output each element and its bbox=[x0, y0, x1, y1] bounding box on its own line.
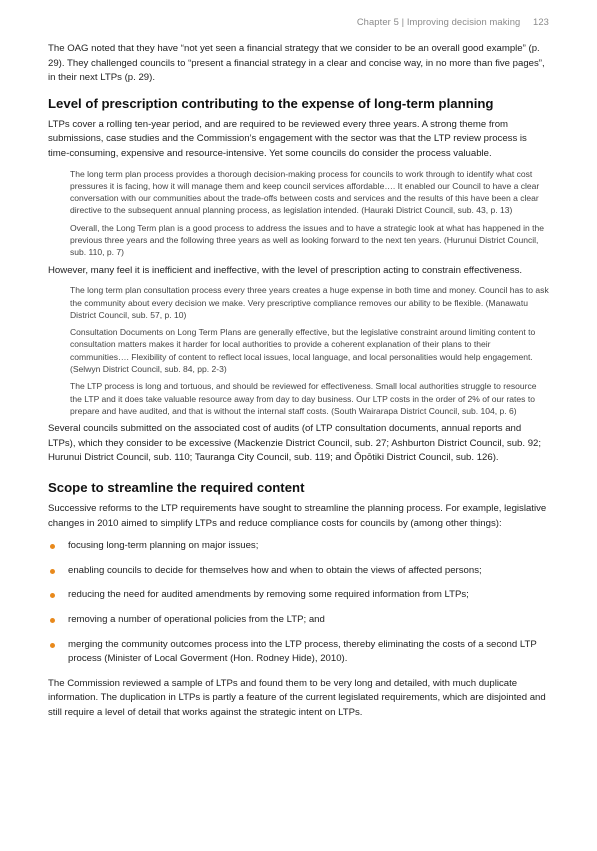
block-quote: The LTP process is long and tortuous, and should be reviewed for effectiveness. Small local authorities struggle to resource the LTP and it does take valuable resource away from day to day business. Our LTP costs in the order of 2% of our rates to prepare and have audited, and that is without the internal staff costs. (South Wairarapa District Council, sub. 104, p. 6) bbox=[70, 381, 537, 416]
list-item bbox=[48, 539, 549, 554]
list-item-text: enabling councils to decide for themselves how and when to obtain the views of affected persons; bbox=[68, 564, 482, 576]
bullet-dot-icon bbox=[50, 593, 55, 598]
chapter-title: Chapter 5 | Improving decision making bbox=[356, 16, 521, 27]
paragraph: Several councils submitted on the associated cost of audits (of LTP consultation documents, annual reports and LTPs), which they consider to be excessive (Mackenzie District Council, sub. 27; Ashburton District Council, sub. 92; Hurunui District Council, sub. 110; Tauranga City Council, sub. 119; and Ōpōtiki District Council, sub. 126). bbox=[48, 423, 542, 464]
block-quote: Overall, the Long Term plan is a good process to address the issues and to have a strategic look at what has happened in the previous three years and the following three years as well as looking forward to the next ten years. (Hurunui District Council, sub. 110, p. 7) bbox=[70, 222, 545, 258]
bullet-dot-icon bbox=[50, 569, 55, 574]
paragraph: Successive reforms to the LTP requirements have sought to streamline the planning process. For example, legislative changes in 2010 aimed to simplify LTPs and reduce compliance costs for councils by (among other things): bbox=[48, 502, 547, 529]
quote-block bbox=[48, 168, 549, 259]
list-item bbox=[48, 613, 549, 628]
section-heading: Scope to streamline the required content bbox=[48, 479, 305, 495]
page-number: 123 bbox=[533, 16, 549, 27]
list-item bbox=[48, 588, 549, 603]
paragraph: LTPs cover a rolling ten-year period, and are required to be reviewed every three years. A strong theme from submissions, case studies and the Commission’s engagement with the sector was that the LTP review process is time-consuming, expensive and resource-intensive. Yet some councils do consider the process valuable. bbox=[48, 118, 527, 159]
list-item-text: merging the community outcomes process into the LTP process, thereby eliminating the costs of a second LTP process (Minister of Local Goverment (Hon. Rodney Hide), 2010). bbox=[68, 638, 537, 665]
quote-block bbox=[48, 284, 549, 417]
block-quote: Consultation Documents on Long Term Plans are generally effective, but the legislative constraint around limiting content to consultation matters makes it harder for local authorities to provide a coherent explanation of their plans to their communities…. Flexibility of content to reflect local issues, local language, and local personalities would help engagement. (Selwyn District Council, sub. 84, pp. 2-3) bbox=[70, 327, 536, 375]
list-item-text: removing a number of operational policies from the LTP; and bbox=[68, 613, 325, 625]
bullet-dot-icon bbox=[50, 618, 55, 623]
running-header bbox=[357, 16, 549, 27]
bullet-list bbox=[48, 539, 549, 667]
list-item-text: reducing the need for audited amendments by removing some required information from LTPs; bbox=[68, 589, 469, 601]
list-item bbox=[48, 564, 549, 579]
page-content bbox=[48, 42, 549, 721]
bullet-dot-icon bbox=[50, 643, 55, 648]
block-quote: The long term plan process provides a thorough decision-making process for councils to work through to identify what cost pressures it is facing, how it will manage them and keep council services affordable…. It enabled our Council to have a clear conversation with our communities about the trade-offs between costs and services and the results of this have been a clear directive to the subsequent annual planning process, as legislation intended. (Hauraki District Council, sub. 43, p. 13) bbox=[70, 168, 540, 216]
block-quote: The long term plan consultation process every three years creates a huge expense in both time and money. Council has to ask the community about every decision we make. Very prescriptive compliance removes our ability to be flexible. (Manawatu District Council, sub. 57, p. 10) bbox=[70, 285, 549, 320]
paragraph: The OAG noted that they have “not yet seen a financial strategy that we consider to be an overall good example” (p. 29). They challenged councils to “present a financial strategy in a clear and concise way, in no more than five pages”, in their next LTPs (p. 29). bbox=[48, 43, 545, 84]
paragraph: However, many feel it is inefficient and ineffective, with the level of prescription acting to constrain effectiveness. bbox=[48, 264, 523, 276]
list-item-text: focusing long-term planning on major issues; bbox=[68, 540, 259, 552]
paragraph: The Commission reviewed a sample of LTPs and found them to be very long and detailed, with much duplicate information. The duplication in LTPs is partly a feature of the current legislated requirements, which are disjointed and still require a level of detail that works against the strategic intent on LTPs. bbox=[48, 677, 546, 718]
section-heading: Level of prescription contributing to the expense of long-term planning bbox=[48, 95, 494, 111]
list-item bbox=[48, 638, 549, 667]
bullet-dot-icon bbox=[50, 544, 55, 549]
